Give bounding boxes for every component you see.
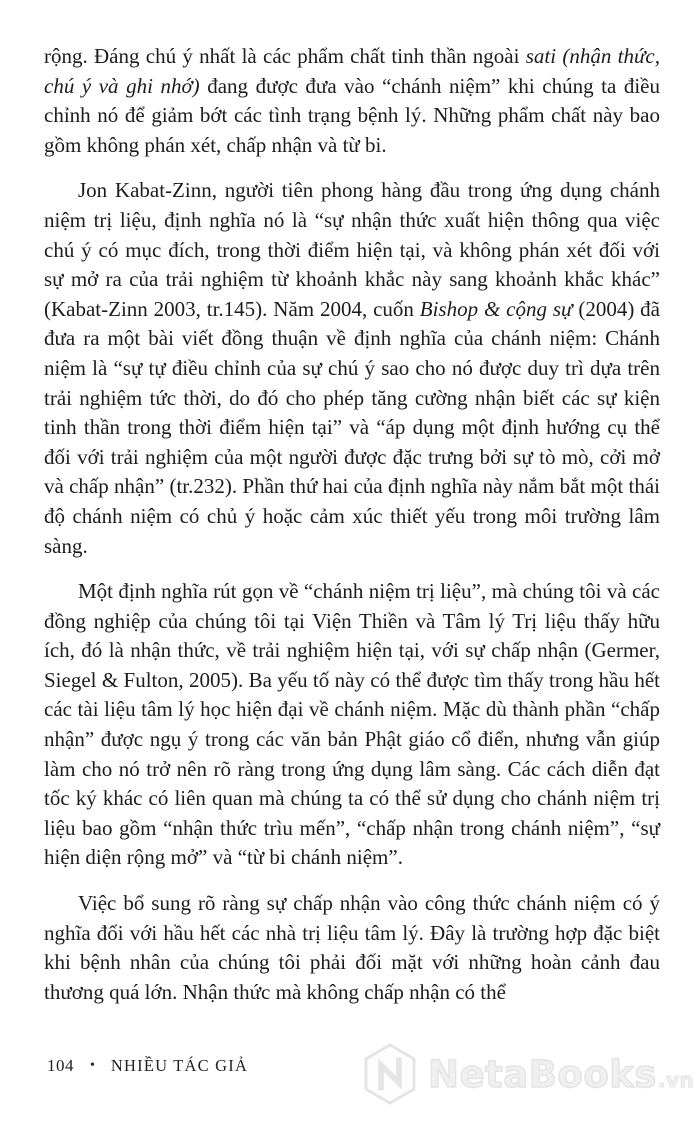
brand-primary: Neta xyxy=(428,1052,529,1096)
paragraph xyxy=(44,176,660,561)
text-run: Jon Kabat-Zinn, người tiên phong hàng đầu trong ứng dụng chánh niệm trị liệu, định nghĩa nó là “sự nhận thức xuất hiện thông qua việc chú ý có mục đích, trong thời điểm hiện tại, và không phán xét đối với sự mở ra của trải nghiệm từ khoảnh khắc này sang khoảnh khắc khác” (Kabat-Zinn 2003, tr.145). Năm 2004, cuốn xyxy=(44,178,660,321)
footer-separator-dot: • xyxy=(90,1058,95,1073)
italic-text-run: Bishop & cộng sự xyxy=(419,296,573,321)
paragraph xyxy=(44,42,660,160)
page-number: 104 xyxy=(47,1056,74,1075)
brand-tld: .vn xyxy=(657,1067,695,1092)
page-footer xyxy=(47,1056,248,1076)
text-run: (2004) đã đưa ra một bài viết đồng thuận về định nghĩa của chánh niệm: Chánh niệm là “sự tự điều chỉnh của sự chú ý sao cho nó được duy trì dựa trên trải nghiệm tức thời, do đó cho phép tăng cường nhận biết các sự kiện tinh thần trong thời điểm hiện tại” và “áp dụng một định hướng cụ thể đối với trải nghiệm của một người được đặc trưng bởi sự tò mò, cởi mở và chấp nhận” (tr.232). Phần thứ hai của định nghĩa này nắm bắt một thái độ chánh niệm có chủ ý hoặc cảm xúc thiết yếu trong môi trường lâm sàng. xyxy=(44,296,660,558)
running-title: NHIỀU TÁC GIẢ xyxy=(110,1056,249,1075)
netabooks-watermark xyxy=(362,1042,694,1106)
text-block xyxy=(44,42,660,1023)
paragraph xyxy=(44,889,660,1007)
netabooks-brand-text xyxy=(428,1053,694,1096)
text-run: Một định nghĩa rút gọn về “chánh niệm trị liệu”, mà chúng tôi và các đồng nghiệp của chúng tôi tại Viện Thiền và Tâm lý Trị liệu thấy hữu ích, đó là nhận thức, về trải nghiệm hiện tại, với sự chấp nhận (Germer, Siegel & Fulton, 2005). Ba yếu tố này có thể được tìm thấy trong hầu hết các tài liệu tâm lý học hiện đại về chánh niệm. Mặc dù thành phần “chấp nhận” được ngụ ý trong các văn bản Phật giáo cổ điển, nhưng vẫn giúp làm cho nó trở nên rõ ràng trong ứng dụng lâm sàng. Các cách diễn đạt tốc ký khác có liên quan mà chúng ta có thể sử dụng cho chánh niệm trị liệu bao gồm “nhận thức trìu mến”, “chấp nhận trong chánh niệm”, “sự hiện diện rộng mở” và “từ bi chánh niệm”. xyxy=(44,579,660,870)
text-run: rộng. Đáng chú ý nhất là các phẩm chất tinh thần ngoài xyxy=(44,44,526,68)
netabooks-hexagon-icon xyxy=(362,1042,418,1106)
text-run: Việc bổ sung rõ ràng sự chấp nhận vào công thức chánh niệm có ý nghĩa đối với hầu hết các nhà trị liệu tâm lý. Đây là trường hợp đặc biệt khi bệnh nhân của chúng tôi phải đối mặt với những hoàn cảnh đau thương quá lớn. Nhận thức mà không chấp nhận có thể xyxy=(44,891,660,1004)
brand-secondary: Books xyxy=(528,1052,657,1096)
italic-text-run: sati (nhận thức, chú ý và ghi nhớ) xyxy=(44,44,660,98)
text-run: đang được đưa vào “chánh niệm” khi chúng ta điều chỉnh nó để giảm bớt các tình trạng bệnh lý. Những phẩm chất này bao gồm không phán xét, chấp nhận và từ bi. xyxy=(44,73,660,157)
paragraph xyxy=(44,577,660,873)
